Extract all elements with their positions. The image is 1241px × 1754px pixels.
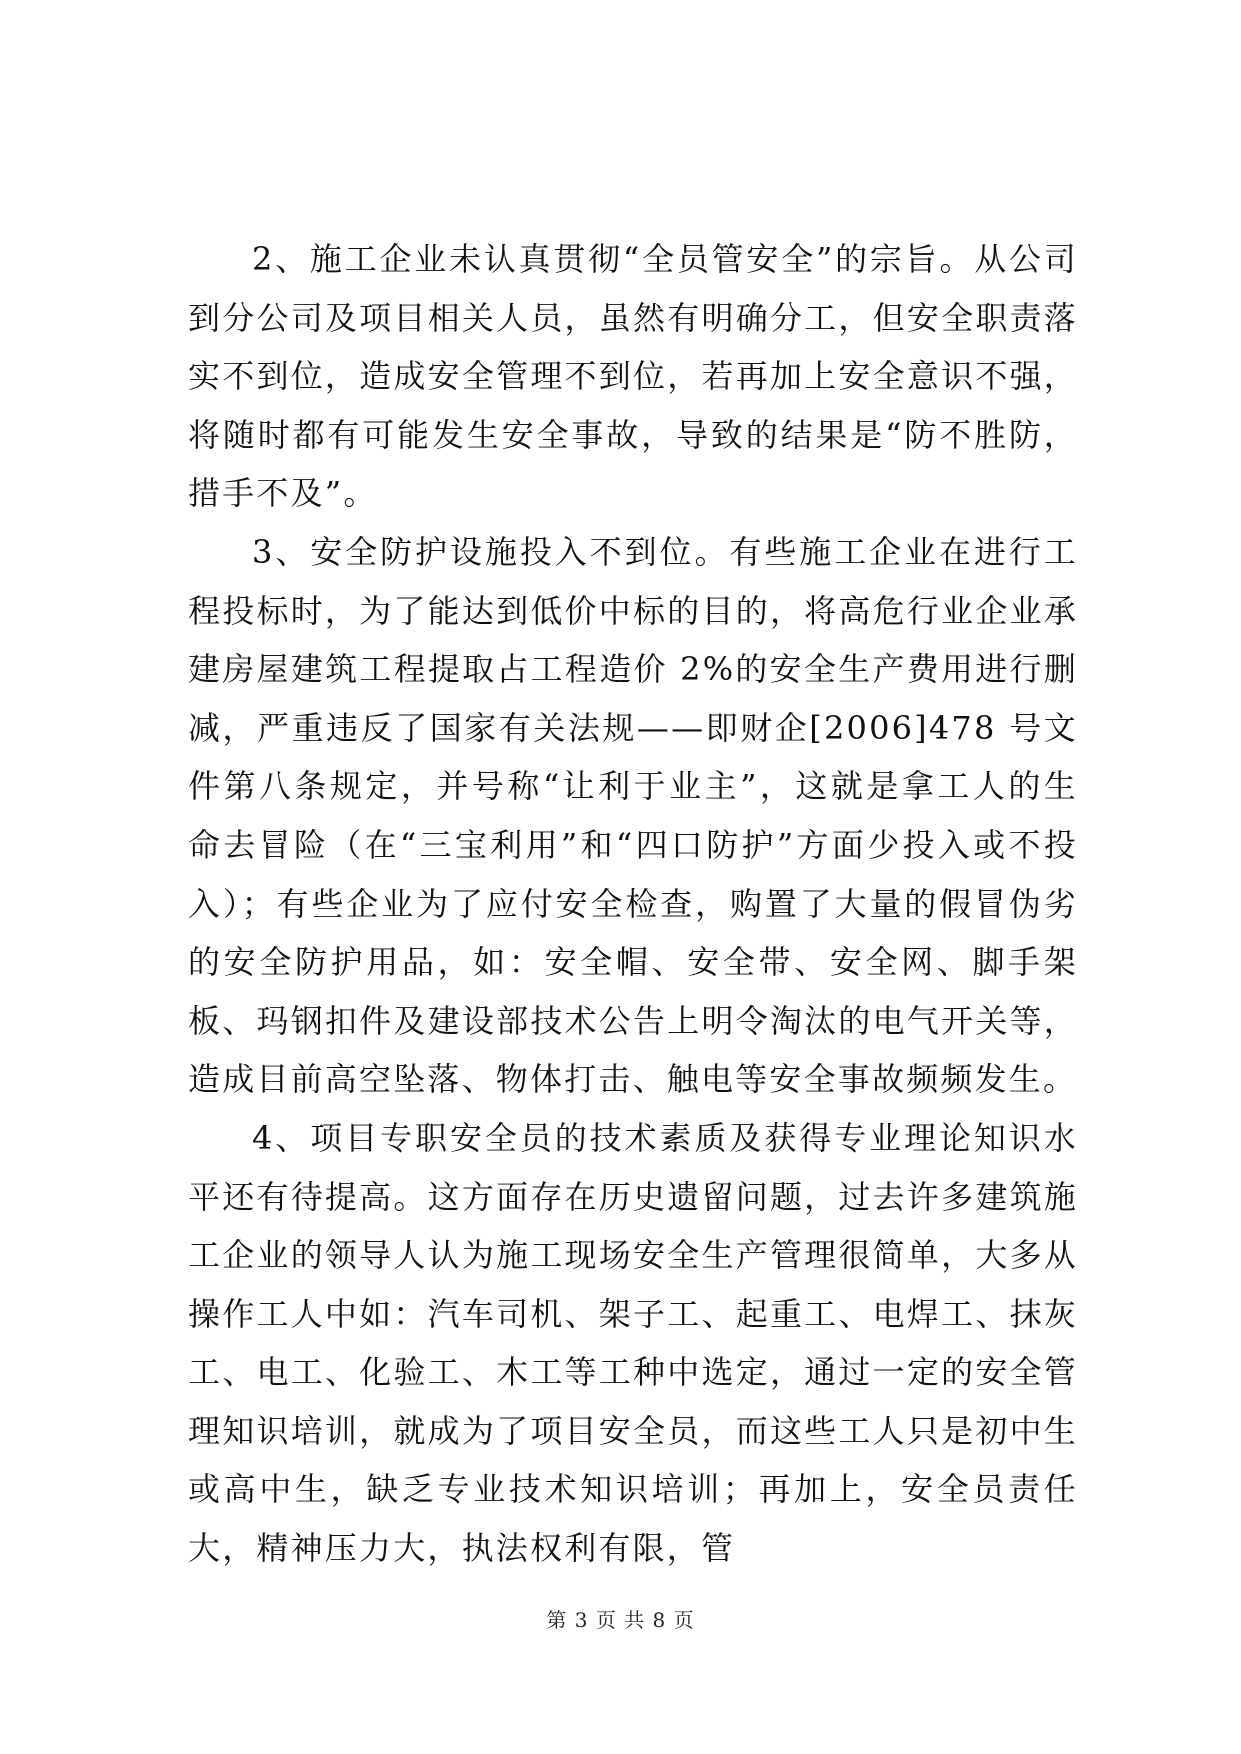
page-footer: 第 3 页 共 8 页: [546, 1608, 695, 1632]
paragraph-4: 4、项目专职安全员的技术素质及获得专业理论知识水平还有待提高。这方面存在历史遗留问题，过去许多建筑施工企业的领导人认为施工现场安全生产管理很简单，大多从操作工人中如：汽车司机、架子工、起重工、电焊工、抹灰工、电工、化验工、木工等工种中选定，通过一定的安全管理知识培训，就成为了项目安全员，而这些工人只是初中生或高中生，缺乏专业技术知识培训；再加上，安全员责任大，精神压力大，执法权利有限，管: [188, 1118, 1078, 1568]
paragraph-2: 2、施工企业未认真贯彻“全员管安全”的宗旨。从公司到分公司及项目相关人员，虽然有明确分工，但安全职责落实不到位，造成安全管理不到位，若再加上安全意识不强，将随时都有可能发生安全事故，导致的结果是“防不胜防，措手不及”。: [188, 240, 1078, 513]
paragraph-3: 3、安全防护设施投入不到位。有些施工企业在进行工程投标时，为了能达到低价中标的目的，将高危行业企业承建房屋建筑工程提取占工程造价 2%的安全生产费用进行删减，严重违反了国家有关法规——即财企[2006]478 号文件第八条规定，并号称“让利于业主”，这就是拿工人的生命去冒险（在“三宝利用”和“四口防护”方面少投入或不投入）；有些企业为了应付安全检查，购置了大量的假冒伪劣的安全防护用品，如：安全帽、安全带、安全网、脚手架板、玛钢扣件及建设部技术公告上明令淘汰的电气开关等，造成目前高空坠落、物体打击、触电等安全事故频频发生。: [188, 532, 1078, 1099]
document-body: [188, 230, 1078, 1578]
